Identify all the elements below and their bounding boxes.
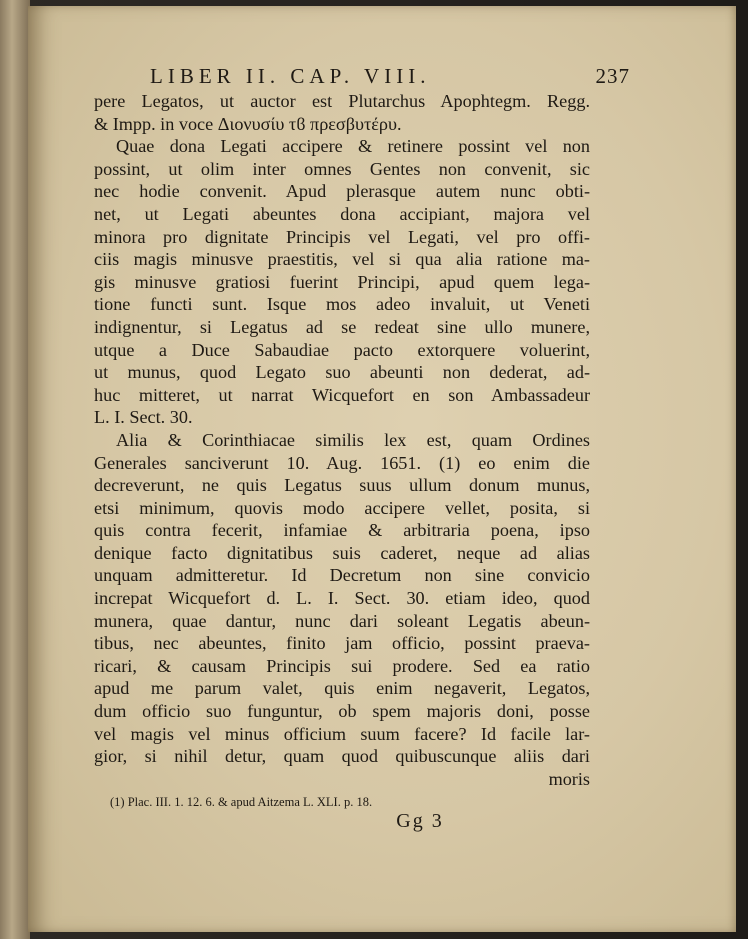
catchword: moris bbox=[548, 768, 590, 789]
text-line: L. I. Sect. 30. bbox=[94, 407, 193, 428]
footnote: (1) Plac. III. 1. 12. 6. & apud Aitzema L. XLI. p. 18. bbox=[110, 795, 373, 809]
text-line: Alia & Corinthiacae similis lex est, quam Ordines bbox=[116, 429, 590, 450]
running-head-title: LIBER II. CAP. VIII. bbox=[150, 64, 431, 88]
text-line: vel magis vel minus officium suum facere? Id facile lar- bbox=[94, 723, 590, 744]
text-line: indignentur, si Legatus ad se redeat sine ullo munere, bbox=[94, 316, 590, 337]
text-line: net, ut Legati abeuntes dona accipiant, majora vel bbox=[94, 203, 590, 224]
text-line: tione functi sunt. Isque mos adeo invaluit, ut Veneti bbox=[94, 294, 590, 315]
text-line: utque a Duce Sabaudiae pacto extorquere voluerint, bbox=[94, 339, 590, 360]
text-line: minora pro dignitate Principis vel Legati, vel pro offi- bbox=[94, 226, 590, 247]
text-line: quis contra fecerit, infamiae & arbitraria poena, ipso bbox=[94, 520, 590, 541]
running-head bbox=[150, 64, 630, 90]
text-line: pere Legatos, ut auctor est Plutarchus Apophtegm. Regg. bbox=[94, 91, 590, 111]
text-line: ut munus, quod Legato suo abeunti non dederat, ad- bbox=[94, 362, 590, 383]
body-text bbox=[94, 90, 590, 790]
text-line: ciis magis minusve praestitis, vel si qua alia ratione ma- bbox=[94, 249, 590, 270]
text-line: gis minusve gratiosi fuerint Principi, apud quem lega- bbox=[94, 271, 590, 292]
book-page bbox=[28, 6, 736, 932]
text-line: unquam admitteretur. Id Decretum non sine convicio bbox=[94, 565, 590, 586]
text-line: nec hodie convenit. Apud plerasque autem nunc obti- bbox=[94, 181, 590, 202]
text-line: gior, si nihil detur, quam quod quibuscunque aliis dari bbox=[94, 746, 590, 767]
text-line: possint, ut olim inter omnes Gentes non convenit, sic bbox=[94, 158, 590, 179]
text-line: etsi minimum, quovis modo accipere vellet, posita, si bbox=[94, 497, 590, 518]
text-line: ricari, & causam Principis sui prodere. Sed ea ratio bbox=[94, 655, 590, 676]
previous-page-edge bbox=[0, 0, 30, 939]
signature-mark: Gg 3 bbox=[396, 810, 444, 832]
text-line: apud me parum valet, quis enim negaverit, Legatos, bbox=[94, 678, 590, 699]
text-line: & Impp. in voce Διονυσίυ τϐ πρεσβυτέρυ. bbox=[94, 113, 402, 134]
text-line: tibus, nec abeuntes, finito jam officio, possint praeva- bbox=[94, 633, 590, 654]
page-number: 237 bbox=[595, 64, 630, 88]
text-line: huc mitteret, ut narrat Wicquefort en son Ambassadeur bbox=[94, 384, 590, 405]
text-line: dum officio suo funguntur, ob spem majoris doni, posse bbox=[94, 701, 590, 722]
text-line: Quae dona Legati accipere & retinere possint vel non bbox=[116, 136, 590, 157]
text-line: increpat Wicquefort d. L. I. Sect. 30. etiam ideo, quod bbox=[94, 588, 590, 609]
text-line: decreverunt, ne quis Legatus suus ullum donum munus, bbox=[94, 475, 590, 496]
text-line: denique facto dignitatibus suis caderet, neque ad alias bbox=[94, 542, 590, 563]
text-line: munera, quae dantur, nunc dari soleant Legatis abeun- bbox=[94, 610, 590, 631]
text-line: Generales sanciverunt 10. Aug. 1651. (1) eo enim die bbox=[94, 452, 590, 473]
